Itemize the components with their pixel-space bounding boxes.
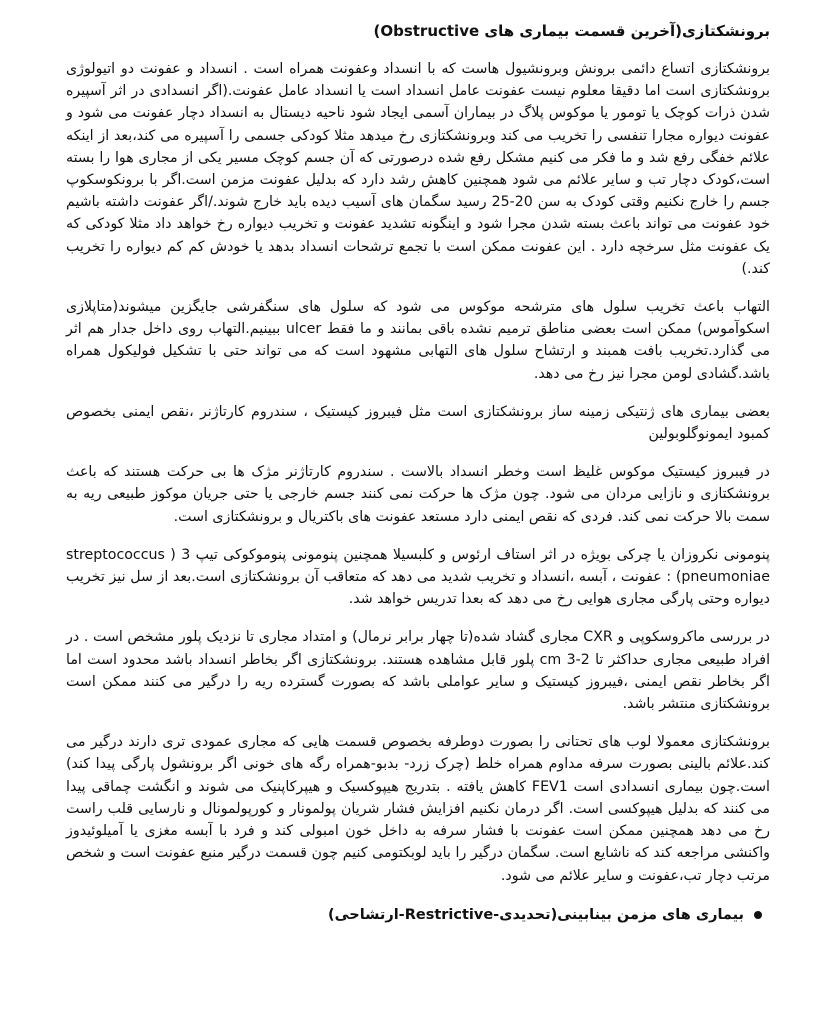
bullet-item <box>66 903 770 927</box>
paragraph-macroscopic: در بررسی ماکروسکوپی و CXR مجاری گشاد شده(تا چهار برابر نرمال) و امتداد مجاری تا نزدیک پلور مشخص است . در افراد طبیعی مجاری حداکثر تا 2-3 cm پلور قابل مشاهده هستند. برونشکتازی اگر بخاطر انسداد باشد محدود است اما اگر بخاطر نقص ایمنی ،فیبروز کیستیک و سایر عواملی باشد که بصورت گسترده ریه را درگیر می کنند ممکن است برونشکتازی منتشر باشد. <box>66 629 771 713</box>
bullet-dot-icon <box>754 911 762 919</box>
bullet-heading: بیماری های مزمن بینابینی(تحدیدی-Restrictive-ارتشاحی) <box>327 906 744 923</box>
paragraph-clinical: برونشکتازی معمولا لوب های تحتانی را بصورت دوطرفه بخصوص قسمت هایی که مجاری عمودی تری دارند درگیر می کند.علائم بالینی بصورت سرفه مداوم همراه خلط (چرک زرد- بدبو-همراه رگه های خونی اگر برونشول پارگی پیدا کند) است.چون بیماری انسدادی است FEV1 کاهش یافته . بتدریج هیپوکسیک و هیپرکاپنیک می شوند و انگشت چماقی پیدا می کنند که بدلیل هیپوکسی است. اگر درمان نکنیم افزایش فشار شریان پولمونار و کورپولمونال و نارسایی قلب راست رخ می دهد همچنین ممکن است عفونت با فشار سرفه به داخل خون امبولی کند و فرد با آبسه مغزی یا آمیلوئیدوز واکنشی مراجعه کند که ناشایع است. سگمان درگیر را باید لوبکتومی کنیم چون قسمت درگیر منبع عفونت است و شخص مرتب دچار تب،عفونت و سایر علائم می شود. <box>66 734 770 884</box>
paragraph-cystic-fibrosis: در فیبروز کیستیک موکوس غلیظ است وخطر انسداد بالاست . سندروم کارتاژنر مژک ها بی حرکت هستند که باعث برونشکتازی و نازایی مردان می شود. چون مژک ها حرکت نمی کنند جسم خارجی یا حتی جریان موکوز طبیعی ریه به سمت بالا حرکت نمی کند. فردی که نقص ایمنی دارد مستعد عفونت های باکتریال و برونشکتازی است. <box>66 464 770 525</box>
paragraph-pneumonia: پنومونی نکروزان یا چرکی بویژه در اثر استاف ارئوس و کلبسیلا همچنین پنومونی پنوموکوکی تیپ 3 ( streptococcus pneumoniae) : عفونت ، آبسه ،انسداد و تخریب شدید می دهد که متعاقب آن برونشکتازی است.بعد از سل نیز تخریب دیواره وحتی پارگی مجاری هوایی رخ می دهد که بعدا تدریس خواهد شد. <box>66 546 770 608</box>
paragraph-inflammation: التهاب باعث تخریب سلول های مترشحه موکوس می شود که سلول های سنگفرشی جایگزین میشوند(متاپلازی اسکوآموس) ممکن است بعضی مناطق ترمیم نشده باقی بمانند و ما فقط ulcer ببینیم.التهاب روی داخل جدار هم اثر می گذارد.تخریب بافت همبند و ارتشاح سلول های التهابی مشهود است که می تواند حتی با تشکیل فولیکول همراه باشد.گشادی لومن مجرا نیز رخ می دهد. <box>66 299 770 382</box>
paragraph-genetic-causes: بعضی بیماری های ژنتیکی زمینه ساز برونشکتازی است مثل فیبروز کیستیک ، سندروم کارتاژنر ،نقص ایمنی بخصوص کمبود ایمونوگلوبولین <box>66 403 770 443</box>
paragraph-definition: برونشکتازی اتساع دائمی برونش وبرونشیول هاست که با انسداد وعفونت همراه است . انسداد و عفونت دو اتیولوژی برونشکتازی است اما دقیقا معلوم نیست عفونت عامل انسداد است یا انسداد عامل عفونت.(اگر انسدادی در اثر آسپیره شدن ذرات کوچک یا تومور یا موکوس پلاگ در بیماران آسمی ایجاد شود ناحیه دیستال به انسداد دچار عفونت می شود و عفونت دیواره مجارا تنفسی را تخریب می کند وبرونشکتازی رخ میدهد مثلا کودکی جسمی را آسپیره می کند،بعد از اینکه علائم خفگی رفع شد و ما فکر می کنیم مشکل رفع شده درصورتی که آن جسم کوچک مسیر یکی از مجاری هوا را بسته است،کودک دچار تب و سایر علائم می شود همچنین کاهش رشد دارد که بدلیل عفونت مزمن است.اگر با برونکوسکوپ جسم را خارج نکنیم وقتی کودک به سن 20-25 رسید سگمان های آسیب دیده باید خارج شوند./اگر عفونت داشته باشیم خود عفونت می تواند باعث بسته شدن مجرا شود و اینگونه تشدید عفونت و تخریب دیواره رخ خواهد داد مثلا کودکی که یک عفونت مثل سرخچه دارد . این عفونت ممکن است با تجمع ترشحات انسداد بدهد یا خودش کم کم دیواره را تخریب کند.) <box>66 61 770 277</box>
section-heading: برونشکتازی(آخرین قسمت بیماری های Obstructive) <box>373 22 770 40</box>
document-page <box>66 18 770 927</box>
